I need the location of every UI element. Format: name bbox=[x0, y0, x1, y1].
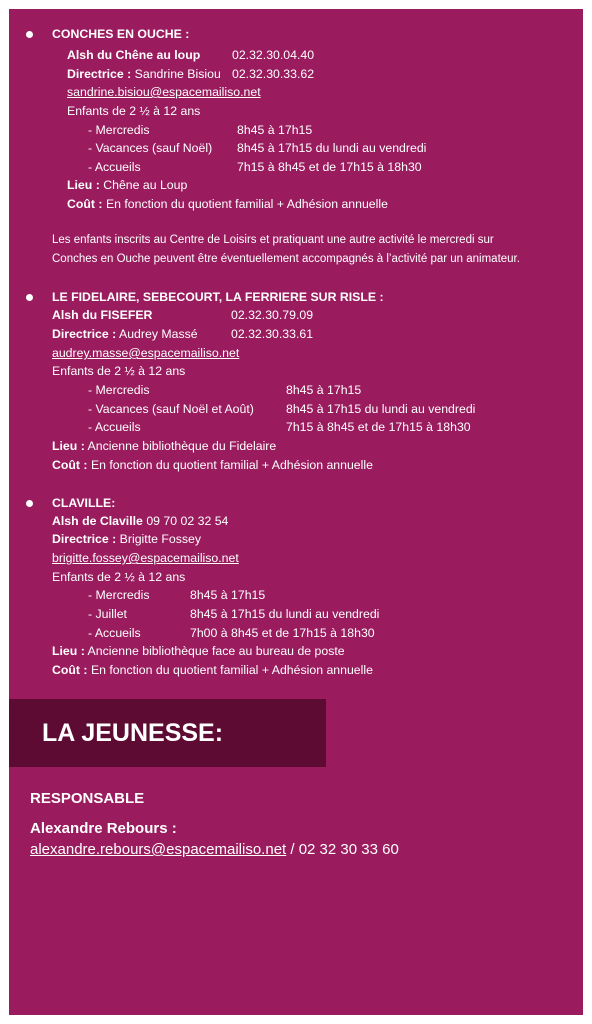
schedule-label: - Accueils bbox=[88, 626, 141, 640]
section-heading: CONCHES EN OUCHE : bbox=[52, 27, 190, 41]
lieu-value: Chêne au Loup bbox=[103, 178, 188, 192]
jeunesse-banner bbox=[9, 699, 326, 767]
lieu-value: Ancienne bibliothèque du Fidelaire bbox=[87, 439, 277, 453]
cout-row bbox=[52, 662, 373, 678]
alsh-row bbox=[52, 513, 228, 529]
cout-label: Coût : bbox=[52, 663, 88, 677]
brochure-page bbox=[9, 9, 583, 1015]
schedule-hours: 7h15 à 8h45 et de 17h15 à 18h30 bbox=[237, 160, 422, 174]
cout-row bbox=[67, 196, 388, 212]
responsable-phone: / 02 32 30 33 60 bbox=[286, 841, 399, 858]
cout-value: En fonction du quotient familial + Adhésion annuelle bbox=[105, 197, 388, 211]
director-row bbox=[67, 66, 221, 82]
email-link[interactable]: sandrine.bisiou@espacemailiso.net bbox=[67, 85, 261, 99]
lieu-value: Ancienne bibliothèque face au bureau de poste bbox=[87, 644, 345, 658]
director-label: Directrice : bbox=[67, 67, 132, 81]
schedule-hours: 8h45 à 17h15 bbox=[190, 588, 266, 602]
schedule-hours: 8h45 à 17h15 bbox=[286, 383, 362, 397]
alsh-name: Alsh de Claville bbox=[52, 514, 143, 528]
bullet-icon bbox=[26, 500, 33, 507]
cout-value: En fonction du quotient familial + Adhésion annuelle bbox=[90, 458, 373, 472]
schedule-label: - Mercredis bbox=[88, 588, 150, 602]
schedule-label: - Accueils bbox=[88, 160, 141, 174]
lieu-label: Lieu : bbox=[52, 644, 85, 658]
schedule-label: - Juillet bbox=[88, 607, 127, 621]
ages-text: Enfants de 2 ½ à 12 ans bbox=[67, 104, 201, 118]
lieu-row bbox=[52, 438, 276, 454]
email-link[interactable]: audrey.masse@espacemailiso.net bbox=[52, 346, 240, 360]
director-phone: 02.32.30.33.62 bbox=[232, 67, 315, 81]
alsh-name: Alsh du Chêne au loup bbox=[67, 48, 201, 62]
section-heading: LE FIDELAIRE, SEBECOURT, LA FERRIERE SUR RISLE : bbox=[52, 290, 384, 304]
lieu-label: Lieu : bbox=[52, 439, 85, 453]
cout-value: En fonction du quotient familial + Adhésion annuelle bbox=[90, 663, 373, 677]
responsable-label: RESPONSABLE bbox=[30, 790, 145, 807]
bullet-icon bbox=[26, 31, 33, 38]
schedule-label: - Mercredis bbox=[88, 123, 150, 137]
bullet-icon bbox=[26, 294, 33, 301]
director-label: Directrice : bbox=[52, 532, 117, 546]
director-name: Sandrine Bisiou bbox=[134, 67, 221, 81]
director-row bbox=[52, 531, 201, 547]
section-heading: CLAVILLE: bbox=[52, 496, 116, 510]
schedule-label: - Vacances (sauf Noël) bbox=[88, 141, 213, 155]
note-line: Conches en Ouche peuvent être éventuellement accompagnés à l’activité par un animateur. bbox=[52, 253, 520, 265]
schedule-hours: 8h45 à 17h15 du lundi au vendredi bbox=[237, 141, 427, 155]
ages-text: Enfants de 2 ½ à 12 ans bbox=[52, 570, 186, 584]
schedule-hours: 8h45 à 17h15 du lundi au vendredi bbox=[286, 402, 476, 416]
director-phone: 02.32.30.33.61 bbox=[231, 327, 314, 341]
alsh-phone: 09 70 02 32 54 bbox=[146, 514, 229, 528]
schedule-hours: 8h45 à 17h15 bbox=[237, 123, 313, 137]
email-link[interactable]: brigitte.fossey@espacemailiso.net bbox=[52, 551, 239, 565]
lieu-row bbox=[67, 177, 187, 193]
director-row bbox=[52, 326, 198, 342]
director-label: Directrice : bbox=[52, 327, 117, 341]
schedule-hours: 7h15 à 8h45 et de 17h15 à 18h30 bbox=[286, 420, 471, 434]
schedule-label: - Accueils bbox=[88, 420, 141, 434]
schedule-hours: 8h45 à 17h15 du lundi au vendredi bbox=[190, 607, 380, 621]
cout-row bbox=[52, 457, 373, 473]
lieu-label: Lieu : bbox=[67, 178, 100, 192]
alsh-name: Alsh du FISEFER bbox=[52, 308, 153, 322]
schedule-hours: 7h00 à 8h45 et de 17h15 à 18h30 bbox=[190, 626, 375, 640]
director-name: Brigitte Fossey bbox=[119, 532, 201, 546]
lieu-row bbox=[52, 643, 345, 659]
responsable-name: Alexandre Rebours : bbox=[30, 820, 177, 837]
banner-title: LA JEUNESSE: bbox=[42, 719, 224, 747]
alsh-phone: 02.32.30.04.40 bbox=[232, 48, 315, 62]
cout-label: Coût : bbox=[67, 197, 103, 211]
alsh-phone: 02.32.30.79.09 bbox=[231, 308, 314, 322]
schedule-label: - Mercredis bbox=[88, 383, 150, 397]
director-name: Audrey Massé bbox=[119, 327, 198, 341]
schedule-label: - Vacances (sauf Noël et Août) bbox=[88, 402, 254, 416]
note-line: Les enfants inscrits au Centre de Loisirs et pratiquant une autre activité le mercredi sur bbox=[52, 234, 494, 246]
cout-label: Coût : bbox=[52, 458, 88, 472]
responsable-email-link[interactable]: alexandre.rebours@espacemailiso.net bbox=[30, 841, 287, 858]
ages-text: Enfants de 2 ½ à 12 ans bbox=[52, 364, 186, 378]
responsable-contact bbox=[30, 840, 399, 860]
